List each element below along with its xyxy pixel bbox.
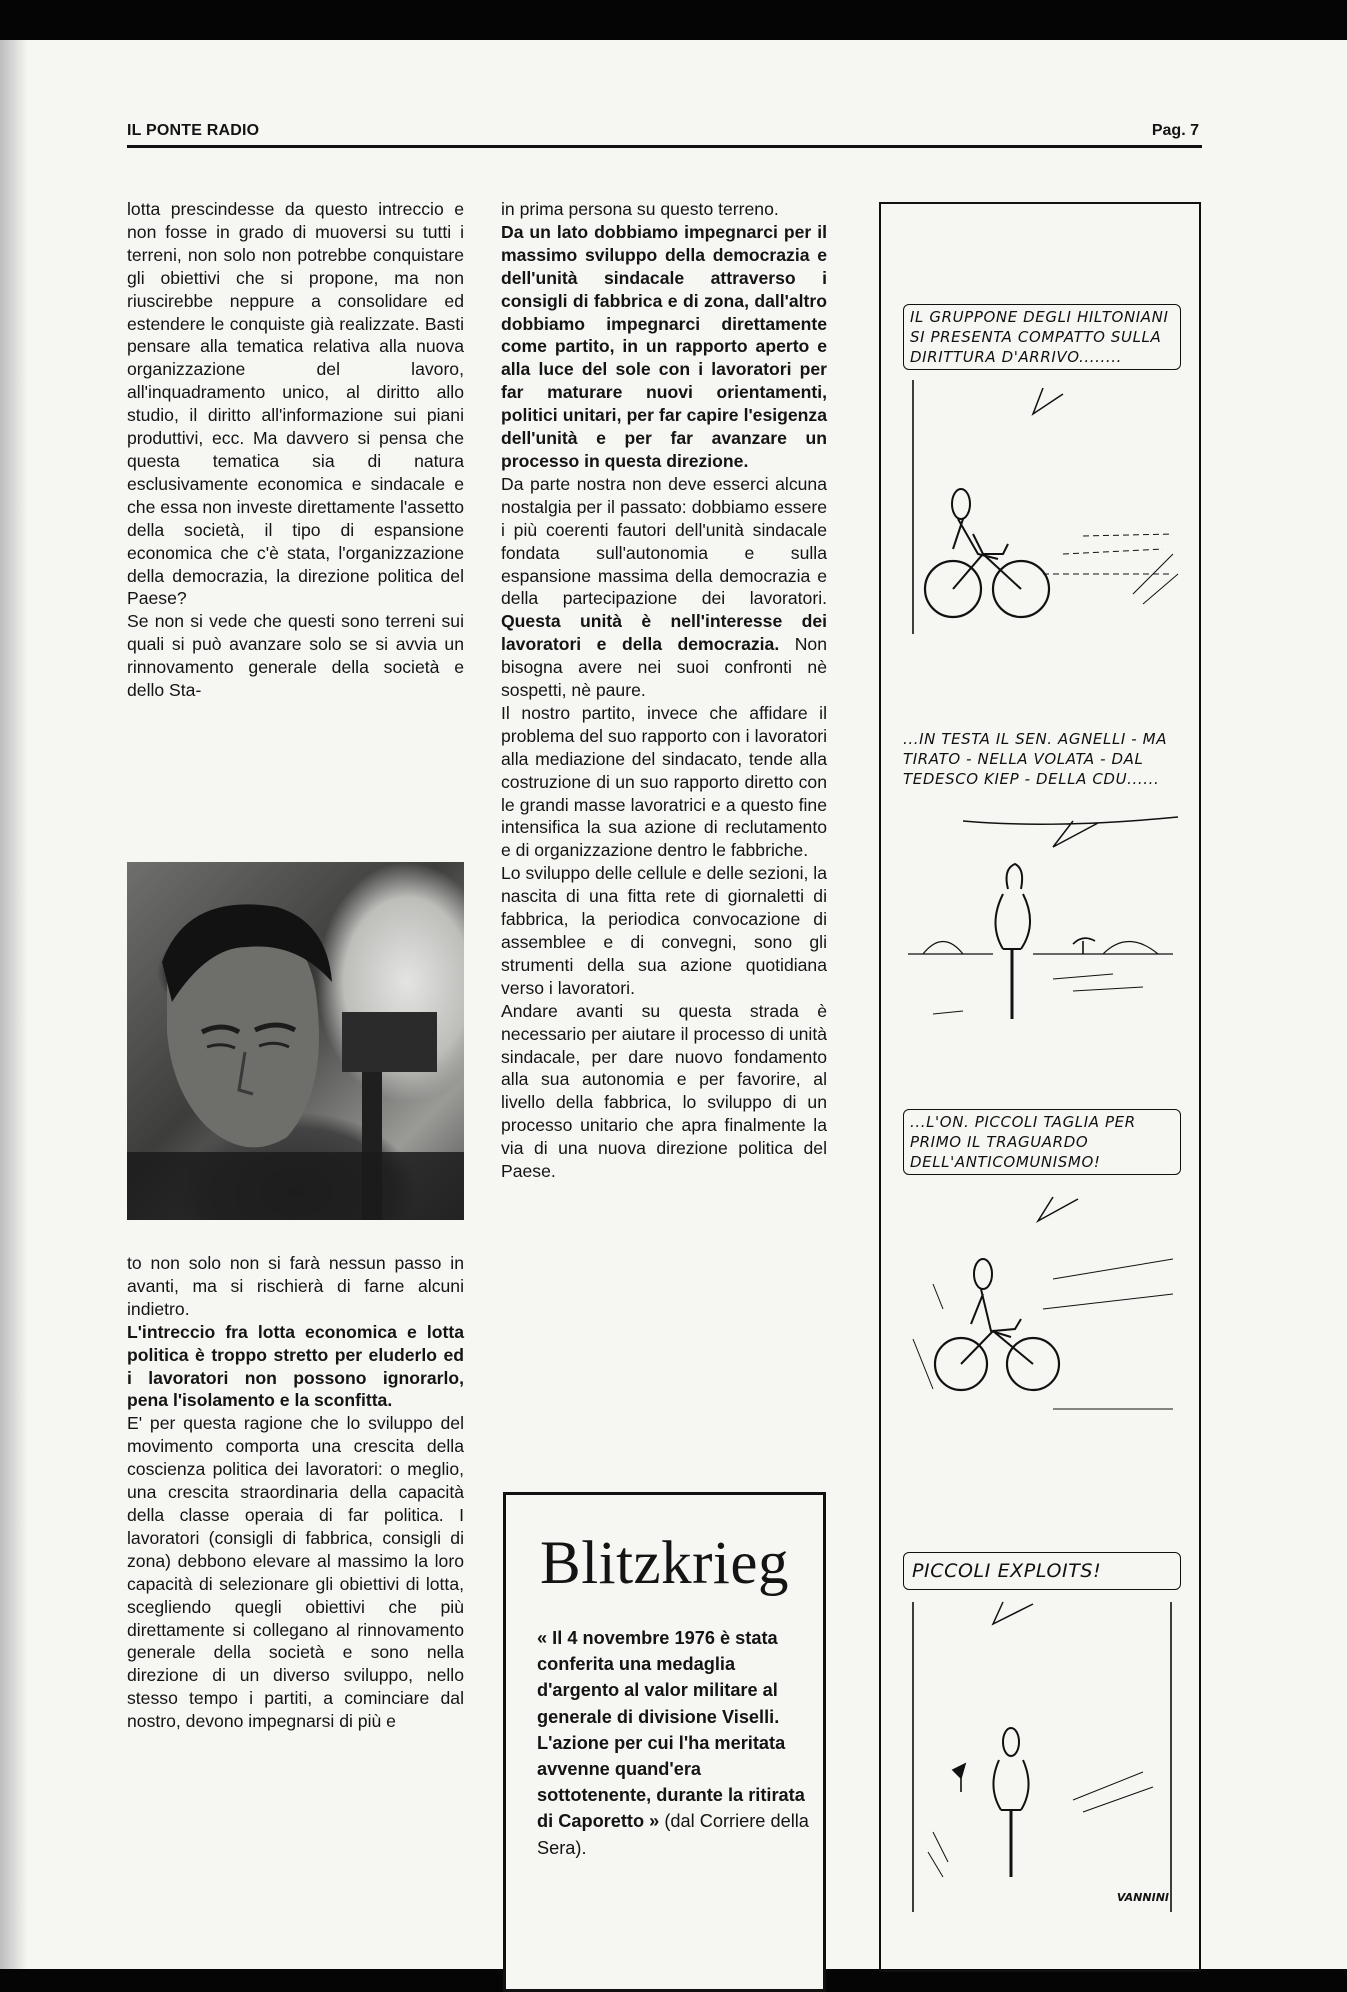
bubble-tail xyxy=(993,1602,1033,1624)
publication-name: IL PONTE RADIO xyxy=(127,122,260,139)
paragraph: Se non si vede che questi sono terreni sui quali si può avanzare solo se si avvia un rinnovamento generale della società e dello Sta- xyxy=(127,611,464,701)
hill xyxy=(1103,942,1158,955)
bold-paragraph: L'intreccio fra lotta economica e lotta politica è troppo stretto per eluderlo ed i lavoratori non possono ignorarlo, pena l'isolamento e la sconfitta. xyxy=(127,1321,464,1411)
paragraph: in prima persona su questo terreno. xyxy=(501,199,779,219)
paragraph: E' per questa ragione che lo sviluppo del movimento comporta una crescita della coscienza politica dei lavoratori: o meglio, una crescita straordinaria della capacità della classe operaia di far politica. I lavoratori (consigli di fabbrica, consigli di zona) debbono elevare al massimo la loro capacità di selezionare gli obiettivi di lotta, scegliendo quegli obiettivi che più direttamente si collegano al rinnovamento generale della società e sono nella direzione di un diverso sviluppo, nello stesso tempo i partiti, a cominciare dal nostro, devono impegnarsi di più e xyxy=(127,1413,464,1732)
rider-body xyxy=(993,1760,1028,1810)
blitzkrieg-box xyxy=(503,1492,826,1992)
comic-panel-2 xyxy=(903,729,1181,1059)
panel-1-drawing xyxy=(903,304,1181,634)
panel-3-caption: ...L'ON. PICCOLI TAGLIA PER PRIMO IL TRAGUARDO DELL'ANTICOMUNISMO! xyxy=(903,1109,1181,1175)
paragraph: Lo sviluppo delle cellule e delle sezioni, la nascita di una fitta rete di giornaletti di fabbrica, la periodica convocazione di assemblee e di convegni, sono gli strumenti della sua azione quotidiana verso i lavoratori. xyxy=(501,863,827,998)
rider-head xyxy=(1003,1728,1019,1756)
bike-frame xyxy=(953,534,1021,589)
bubble-tail xyxy=(1038,1197,1078,1221)
header-rule xyxy=(127,145,1202,148)
artist-signature: VANNINI xyxy=(1116,1891,1169,1904)
tree xyxy=(953,1764,965,1792)
rider-head xyxy=(952,489,970,519)
tree xyxy=(1073,938,1095,954)
panel-1-caption: IL GRUPPONE DEGLI HILTONIANI SI PRESENTA COMPATTO SULLA DIRITTURA D'ARRIVO........ xyxy=(903,304,1181,370)
panel-4-drawing xyxy=(903,1532,1181,1912)
box-title: Blitzkrieg xyxy=(540,1530,789,1597)
newspaper-page xyxy=(0,40,1347,1969)
paragraph: Andare avanti su questa strada è necessario per aiutare il processo di unità sindacale, per dare nuovo fondamento alla sua autonomia e per favorire, al livello della fabbrica, lo sviluppo di un processo unitario che apra finalmente la via di una nuova direzione politica del Paese. xyxy=(501,1000,827,1182)
rider-body xyxy=(996,894,1031,949)
comic-panel-4 xyxy=(903,1532,1181,1912)
paragraph-text: Da parte nostra non deve esserci alcuna nostalgia per il passato: dobbiamo essere i più coerenti fautori dell'unità sindacale fondata sull'autonomia e sulla espansione massima della democrazia e della partecipazione dei lavoratori. xyxy=(501,473,827,609)
comic-panel-3 xyxy=(903,1109,1181,1499)
rider-head xyxy=(974,1259,992,1289)
bold-sentence: Questa unità è nell'interesse dei lavoratori e della democrazia. xyxy=(501,611,827,655)
motion-lines xyxy=(913,1259,1173,1389)
paragraph xyxy=(501,473,827,702)
panel-2-caption: ...IN TESTA IL SEN. AGNELLI - MA TIRATO - NELLA VOLATA - DAL TEDESCO KIEP - DELLA CDU...... xyxy=(903,730,1168,788)
worker-photo xyxy=(127,862,464,1220)
panel-4-caption: PICCOLI EXPLOITS! xyxy=(903,1552,1181,1590)
paragraph: Il nostro partito, invece che affidare il problema del suo rapporto con i lavoratori alla mediazione del sindacato, tende alla costruzione di un suo rapporto diretto con le grandi masse lavoratrici e a questo fine intensifica la sua azione di reclutamento e di organizzazione dentro le fabbriche. xyxy=(501,702,827,861)
page-edge-shadow xyxy=(0,40,28,1969)
motion-lines xyxy=(933,974,1143,1014)
box-quote: « Il 4 novembre 1976 è stata conferita una medaglia d'argento al valor militare al generale di divisione Viselli. L'azione per cui l'ha meritata avvenne quand'era sottotenente, durante la ritirata di Caporetto » xyxy=(537,1628,805,1832)
paragraph: lotta prescindesse da questo intreccio e non fosse in grado di muoversi su tutti i terreni, non solo non potrebbe conquistare gli obiettivi che si propone, ma non riuscirebbe neppure a consolidare ed estendere le conquiste già realizzate. Basti pensare alla tematica relativa alla nuova organizzazione del lavoro, all'inquadramento unico, al diritto allo studio, il diritto all'informazione sui piani produttivi, ecc. Ma davvero si pensa che questa tematica sia di natura esclusivamente economica e sindacale e che essa non investe direttamente l'assetto della società, il tipo di espansione economica che c'è stata, l'organizzazione della democrazia, la direzione politica del Paese? xyxy=(127,199,464,609)
panel-3-drawing xyxy=(903,1109,1181,1499)
column-1-bottom xyxy=(127,1252,464,1733)
column-2 xyxy=(501,198,827,1183)
bubble-tail xyxy=(963,817,1178,847)
bold-paragraph: Da un lato dobbiamo impegnarci per il massimo sviluppo della democrazia e dell'unità sindacale attraverso i consigli di fabbrica e di zona, dall'altro dobbiamo impegnarci direttamente come partito, in un rapporto aperto e alla luce del sole con i lavoratori per far maturare nuovi orientamenti, politici unitari, per far capire l'esigenza dell'unità e per far avanzare un processo in questa direzione. xyxy=(501,221,827,471)
paragraph: to non solo non si farà nessun passo in avanti, ma si rischierà di farne alcuni indietro. xyxy=(127,1253,464,1319)
comic-strip xyxy=(879,202,1201,1972)
bubble-tail xyxy=(1033,388,1063,414)
panel-borders xyxy=(913,1602,1171,1912)
motion-lines xyxy=(1043,534,1173,574)
machine-part xyxy=(342,1012,437,1072)
grass-marks xyxy=(1133,554,1178,604)
box-source: (dal Corriere della Sera). xyxy=(537,1811,809,1858)
bush xyxy=(923,942,963,955)
comic-panel-1 xyxy=(903,304,1181,634)
photo-illustration xyxy=(127,862,464,1220)
panel-2-drawing xyxy=(903,729,1181,1059)
lathe-bed xyxy=(127,1152,464,1220)
box-text xyxy=(537,1625,815,1861)
page-number: Pag. 7 xyxy=(1151,122,1199,139)
paragraph-tail: Non bisogna avere nei suoi confronti nè sospetti, nè paure. xyxy=(501,634,827,701)
column-1-top xyxy=(127,198,464,702)
rider-head xyxy=(1007,864,1023,889)
